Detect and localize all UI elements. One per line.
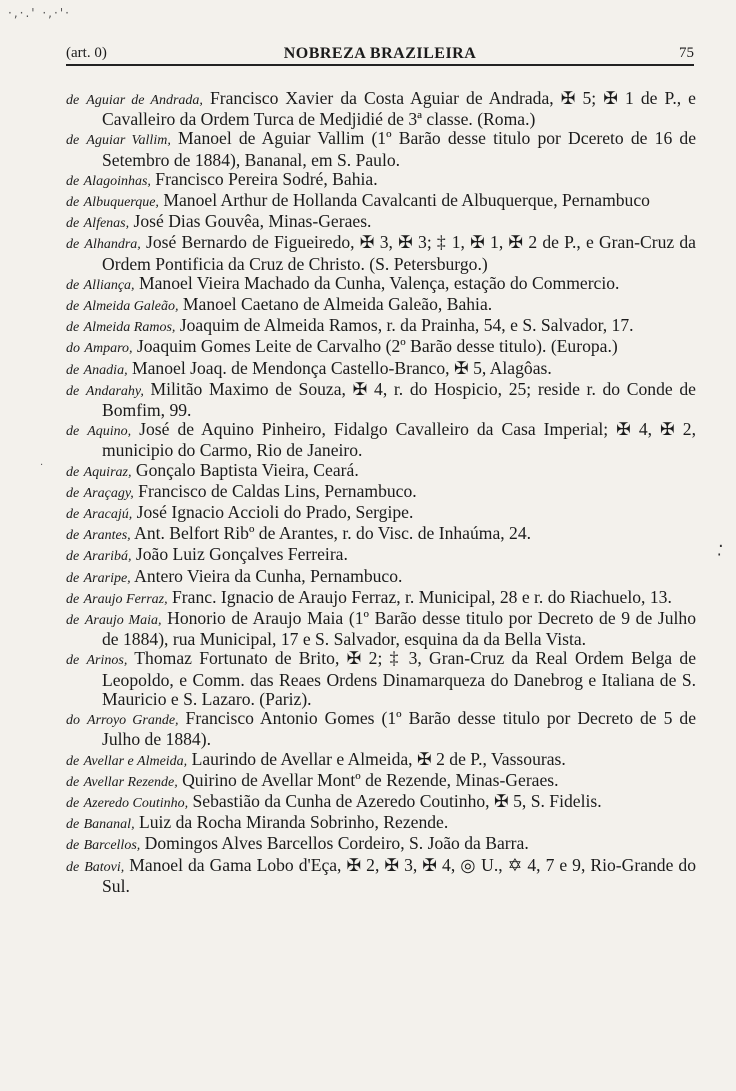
entry-prefix: de — [66, 173, 80, 189]
entry-title: Avellar e Almeida, — [83, 753, 188, 769]
entry-title: Albuquerque, — [83, 195, 159, 211]
entry-prefix: de — [66, 653, 80, 669]
list-item — [66, 588, 696, 609]
entry-prefix: de — [66, 195, 80, 211]
entry-title: Alhandra, — [84, 237, 141, 253]
list-item — [66, 295, 696, 316]
entry-title: Alagoinhas, — [83, 173, 151, 189]
entry-title: Araujo Ferraz, — [83, 591, 168, 607]
entry-body: Ant. Belfort Ribº de Arantes, r. do Visc. de Inhaúma, 24. — [130, 523, 532, 544]
entry-body: Antero Vieira da Cunha, Pernambuco. — [130, 565, 403, 586]
entry-prefix: de — [66, 216, 80, 232]
entry-prefix: de — [66, 485, 80, 501]
list-item — [66, 813, 696, 834]
list-item — [66, 337, 696, 358]
running-header — [66, 40, 694, 66]
margin-mark-left: · — [40, 460, 44, 471]
entry-prefix: de — [66, 93, 80, 108]
list-item — [66, 856, 696, 896]
list-item — [66, 771, 696, 792]
entry-title: Andarahy, — [85, 383, 144, 399]
list-item — [66, 461, 696, 482]
list-item — [66, 274, 696, 295]
list-item — [66, 792, 696, 813]
entry-prefix: do — [66, 341, 80, 357]
entry-title: Almeida Ramos, — [83, 320, 176, 336]
list-item — [66, 649, 696, 709]
entry-body: Laurindo de Avellar e Almeida, ✠ 2 de P., Vassouras. — [187, 748, 566, 769]
list-item — [66, 524, 696, 545]
list-item — [66, 709, 696, 749]
list-item — [66, 233, 696, 273]
entry-title: Almeida Galeão, — [83, 299, 179, 315]
entry-prefix: de — [66, 320, 80, 336]
entry-body: José Bernardo de Figueiredo, ✠ 3, ✠ 3; ‡ 1, ✠ 1, ✠ 2 de P., e Gran-Cruz da Ordem Pontificia da Cruz de Christo. (S. Petersburgo.) — [102, 232, 696, 274]
list-item — [66, 380, 696, 420]
list-item — [66, 420, 696, 460]
entry-body: Francisco Xavier da Costa Aguiar de Andrada, ✠ 5; ✠ 1 de P., e Cavalleiro da Ordem Turca de Medjidié de 3ª classe. (Roma.) — [102, 88, 696, 130]
entry-title: Alfenas, — [83, 216, 130, 232]
entry-title: Batovi, — [84, 859, 125, 875]
entry-title: Araripe, — [83, 570, 131, 586]
list-item — [66, 316, 696, 337]
entry-body: José de Aquino Pinheiro, Fidalgo Cavalleiro da Casa Imperial; ✠ 4, ✠ 2, municipio do Carmo, Rio de Janeiro. — [102, 419, 696, 461]
entry-title: Amparo, — [84, 341, 133, 357]
entry-prefix: de — [66, 591, 80, 607]
entry-body: Honorio de Araujo Maia (1º Barão desse titulo por Decreto de 9 de Julho de 1884), rua Municipal, 17 e S. Salvador, esquina da da Bella Vista. — [102, 608, 696, 650]
entry-prefix: de — [66, 859, 80, 875]
entry-body: Manoel Joaq. de Mendonça Castello-Branco, ✠ 5, Alagôas. — [127, 357, 552, 378]
entry-prefix: de — [66, 237, 80, 253]
entry-body: Francisco Antonio Gomes (1º Barão desse titulo por Decreto de 5 de Julho de 1884). — [102, 708, 697, 750]
entry-body: Domingos Alves Barcellos Cordeiro, S. João da Barra. — [140, 833, 529, 854]
entry-body: Joaquim Gomes Leite de Carvalho (2º Barão desse titulo). (Europa.) — [132, 336, 618, 357]
entry-body: Manoel Caetano de Almeida Galeão, Bahia. — [178, 294, 493, 315]
entry-title: Aguiar Vallim, — [86, 133, 171, 149]
entry-body: Thomaz Fortunato de Brito, ✠ 2; ‡ 3, Gran-Cruz da Real Ordem Belga de Leopoldo, e Comm. das Reaes Ordens Dinamarqueza do Danebrog e Italiana de S. Mauricio e S. Lazaro. (Pariz). — [102, 648, 696, 709]
entry-title: Bananal, — [83, 817, 135, 833]
entry-prefix: de — [66, 299, 80, 315]
entry-title: Arinos, — [86, 653, 128, 669]
entry-title: Alliança, — [83, 277, 135, 293]
entry-title: Avellar Rezende, — [83, 774, 178, 790]
entry-prefix: de — [66, 362, 80, 378]
entry-title: Arantes, — [83, 528, 131, 544]
entry-body: Luiz da Rocha Miranda Sobrinho, Rezende. — [134, 812, 449, 833]
entry-prefix: de — [66, 549, 80, 565]
margin-mark-right: ·̣ — [718, 536, 724, 557]
list-item — [66, 482, 696, 503]
entry-prefix: de — [66, 507, 80, 523]
list-item — [66, 359, 696, 380]
entry-prefix: de — [66, 838, 80, 854]
entry-prefix: de — [66, 133, 80, 149]
entry-prefix: de — [66, 570, 80, 586]
entry-body: Manoel de Aguiar Vallim (1º Barão desse titulo por Dcereto de 16 de Setembro de 1884), Bananal, em S. Paulo. — [102, 128, 697, 170]
margin-marks-top: ·,·.' ·,·'· — [8, 6, 71, 20]
entry-prefix: de — [66, 528, 80, 544]
entry-title: Aquiraz, — [83, 464, 132, 480]
entry-body: Gonçalo Baptista Vieira, Ceará. — [131, 459, 359, 480]
list-item — [66, 750, 696, 771]
list-item — [66, 170, 696, 191]
list-item — [66, 191, 696, 212]
entry-body: Sebastião da Cunha de Azeredo Coutinho, ✠ 5, S. Fidelis. — [188, 790, 602, 811]
entry-title: Arroyo Grande, — [87, 713, 179, 729]
entry-prefix: de — [66, 613, 80, 629]
entry-prefix: de — [66, 774, 80, 790]
entry-title: Anadia, — [83, 362, 128, 378]
entry-prefix: de — [66, 817, 80, 833]
entry-body: Quirino de Avellar Montº de Rezende, Minas-Geraes. — [177, 769, 559, 790]
entry-body: Francisco Pereira Sodré, Bahia. — [150, 168, 378, 189]
list-item — [66, 89, 696, 129]
entry-body: Manoel Arthur de Hollanda Cavalcanti de Albuquerque, Pernambuco — [158, 190, 650, 211]
entry-body: Joaquim de Almeida Ramos, r. da Prainha, 54, e S. Salvador, 17. — [175, 315, 634, 336]
entry-title: Aguiar de Andrada, — [86, 93, 203, 108]
entry-body: Militão Maximo de Souza, ✠ 4, r. do Hospicio, 25; reside r. do Conde de Bomfim, 99. — [102, 378, 696, 421]
entry-prefix: de — [66, 277, 80, 293]
list-item — [66, 503, 696, 524]
entry-title: Araçagy, — [83, 485, 134, 501]
entry-list — [66, 89, 696, 896]
entry-prefix: do — [66, 713, 80, 729]
entry-prefix: de — [66, 383, 80, 399]
entry-body: João Luiz Gonçalves Ferreira. — [131, 544, 348, 565]
list-item — [66, 212, 696, 233]
entry-title: Araribá, — [83, 549, 132, 565]
list-item — [66, 609, 696, 649]
entry-title: Azeredo Coutinho, — [83, 795, 189, 811]
page-number: 75 — [679, 45, 694, 61]
article-reference: (art. 0) — [66, 45, 107, 61]
entry-prefix: de — [66, 464, 80, 480]
entry-prefix: de — [66, 424, 80, 440]
entry-title: Aquino, — [87, 424, 132, 440]
entry-body: José Dias Gouvêa, Minas-Geraes. — [129, 211, 372, 232]
entry-body: Manoel Vieira Machado da Cunha, Valença, estação do Commercio. — [134, 272, 620, 293]
entry-body: Francisco de Caldas Lins, Pernambuco. — [133, 480, 417, 501]
list-item — [66, 567, 696, 588]
entry-body: José Ignacio Accioli do Prado, Sergipe. — [132, 502, 414, 523]
entry-prefix: de — [66, 753, 80, 769]
list-item — [66, 129, 696, 169]
entry-body: Manoel da Gama Lobo d'Eça, ✠ 2, ✠ 3, ✠ 4, ◎ U., ✡ 4, 7 e 9, Rio-Grande do Sul. — [102, 854, 696, 896]
entry-title: Araujo Maia, — [84, 613, 162, 629]
book-title: NOBREZA BRAZILEIRA — [283, 45, 477, 62]
list-item — [66, 834, 696, 855]
entry-prefix: de — [66, 795, 80, 811]
entry-body: Franc. Ignacio de Araujo Ferraz, r. Municipal, 28 e r. do Riachuelo, 13. — [167, 586, 672, 607]
entry-title: Aracajú, — [83, 507, 133, 523]
entry-title: Barcellos, — [83, 838, 141, 854]
list-item — [66, 545, 696, 566]
